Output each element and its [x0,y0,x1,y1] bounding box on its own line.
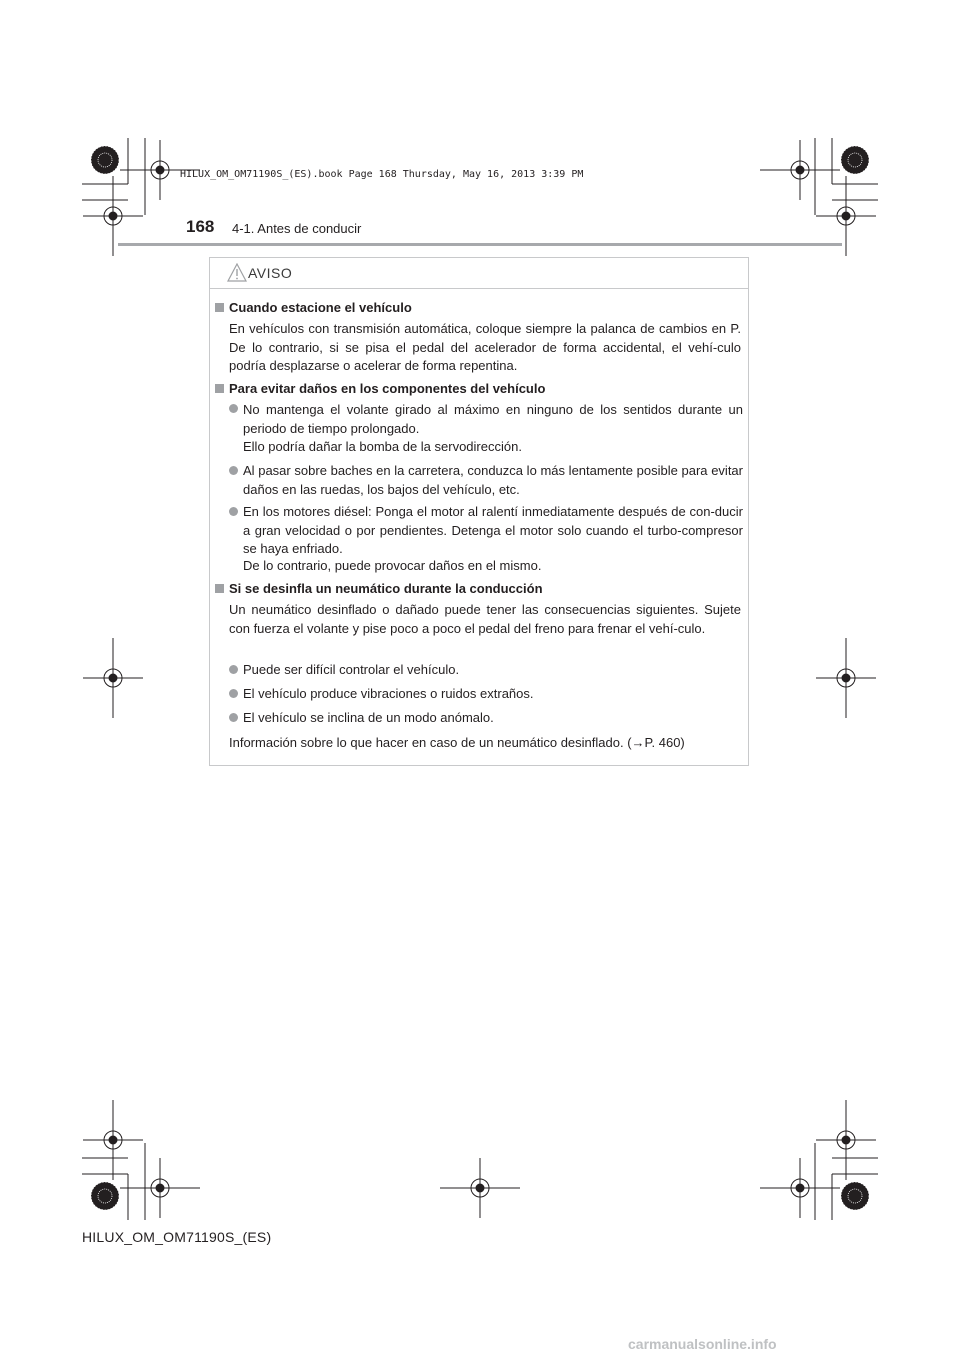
warning-header [210,258,748,289]
bullet-icon [229,689,238,698]
list-item: En los motores diésel: Ponga el motor al ralentí inmediatamente después de con-ducir a gran velocidad o por pendientes. Detenga el motor solo cuando el turbo-compresor se haya enfriado. [243,504,743,556]
list-item-continuation: Ello podría dañar la bomba de la servodirección. [243,439,522,454]
header-rule [118,243,842,246]
closing-reference: Información sobre lo que hacer en caso de un neumático desinflado. (→P. 460) [229,735,685,750]
list-item-continuation: De lo contrario, puede provocar daños en el mismo. [243,558,542,573]
bullet-icon [229,507,238,516]
watermark: carmanualsonline.info [628,1336,777,1352]
warning-title: AVISO [248,265,293,281]
section-heading: Si se desinfla un neumático durante la conducción [229,581,543,596]
bullet-icon [229,713,238,722]
bullet-icon [229,466,238,475]
section-title: 4-1. Antes de conducir [232,221,362,236]
section-marker [215,384,224,393]
list-item: Puede ser difícil controlar el vehículo. [243,662,460,677]
print-info: HILUX_OM_OM71190S_(ES).book Page 168 Thursday, May 16, 2013 3:39 PM [180,169,584,180]
list-item: Al pasar sobre baches en la carretera, conduzca lo más lentamente posible para evitar daños en las ruedas, los bajos del vehículo, etc. [243,463,743,497]
section-marker [215,584,224,593]
paragraph: En vehículos con transmisión automática, coloque siempre la palanca de cambios en P. De lo contrario, si se pisa el pedal del acelerador de forma accidental, el vehí-culo podría desplazarse o acelerar de forma repentina. [229,321,741,373]
page-number: 168 [186,217,215,236]
footer-code: HILUX_OM_OM71190S_(ES) [82,1229,272,1245]
bullet-icon [229,404,238,413]
bullet-icon [229,665,238,674]
warning-triangle-icon [227,263,247,282]
paragraph: Un neumático desinflado o dañado puede tener las consecuencias siguientes. Sujete con fuerza el volante y pise poco a poco el pedal del freno para frenar el vehí-culo. [229,602,741,636]
list-item: El vehículo se inclina de un modo anómalo. [243,710,494,725]
list-item: No mantenga el volante girado al máximo en ninguno de los sentidos durante un periodo de tiempo prolongado. [243,402,743,436]
section-heading: Cuando estacione el vehículo [229,300,412,315]
list-item: El vehículo produce vibraciones o ruidos extraños. [243,686,534,701]
section-heading: Para evitar daños en los componentes del vehículo [229,381,546,396]
section-marker [215,303,224,312]
